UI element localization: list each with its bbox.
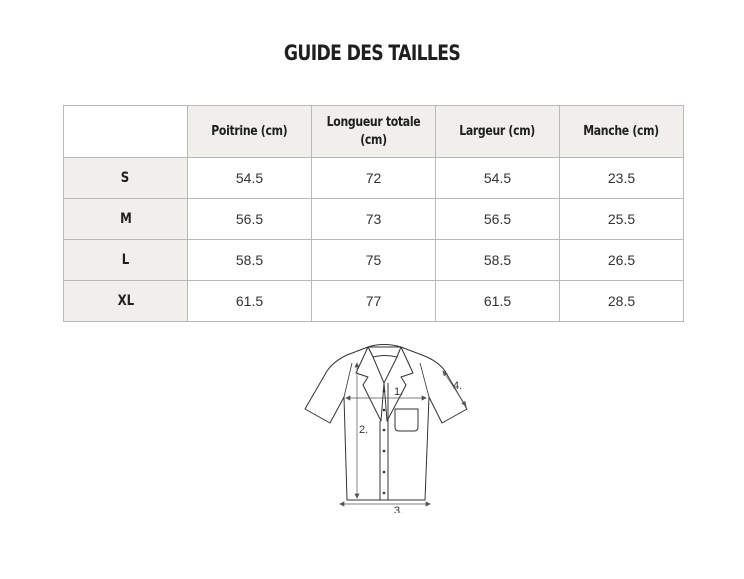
table-row (64, 281, 684, 322)
measure-label-3: 3. (394, 505, 404, 513)
size-label: XL (64, 281, 188, 322)
table-cell: 73 (312, 199, 436, 240)
shirt-body-outline (305, 347, 467, 500)
header-chest: Poitrine (cm) (188, 106, 312, 158)
table-cell: 61.5 (188, 281, 312, 322)
table-cell: 25.5 (560, 199, 684, 240)
table-row (64, 199, 684, 240)
header-blank-cell (64, 106, 188, 158)
table-cell: 28.5 (560, 281, 684, 322)
size-chart-table (63, 105, 684, 322)
table-cell: 56.5 (436, 199, 560, 240)
table-cell: 23.5 (560, 158, 684, 199)
table-cell: 75 (312, 240, 436, 281)
table-cell: 56.5 (188, 199, 312, 240)
table-cell: 58.5 (188, 240, 312, 281)
measure-label-1: 1. (394, 386, 404, 398)
size-label: M (64, 199, 188, 240)
size-label: L (64, 240, 188, 281)
pocket-outline (395, 409, 418, 431)
header-sleeve: Manche (cm) (560, 106, 684, 158)
header-width: Largeur (cm) (436, 106, 560, 158)
table-cell: 26.5 (560, 240, 684, 281)
size-label: S (64, 158, 188, 199)
table-cell: 77 (312, 281, 436, 322)
measure-label-4: 4. (453, 380, 463, 392)
header-total-length: Longueur totale (cm) (312, 106, 436, 158)
table-cell: 54.5 (188, 158, 312, 199)
table-row (64, 240, 684, 281)
table-cell: 58.5 (436, 240, 560, 281)
page-title: GUIDE DES TAILLES (283, 41, 461, 65)
table-cell: 54.5 (436, 158, 560, 199)
shirt-measurement-diagram (300, 343, 470, 513)
table-cell: 61.5 (436, 281, 560, 322)
table-cell: 72 (312, 158, 436, 199)
measure-label-2: 2. (359, 424, 369, 436)
table-header-row (64, 106, 684, 158)
table-row (64, 158, 684, 199)
